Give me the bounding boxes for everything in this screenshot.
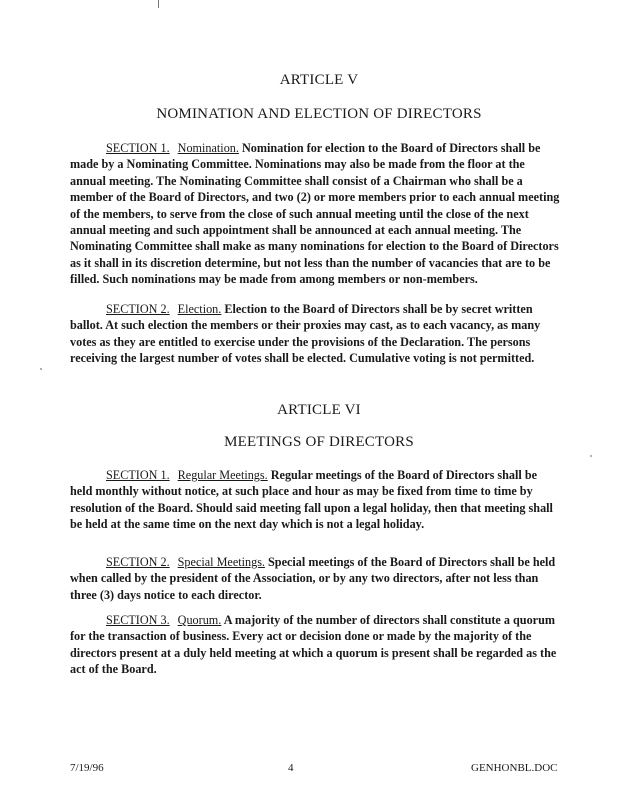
section-title: Quorum. <box>177 613 222 627</box>
section-heading <box>70 468 268 482</box>
footer-filename: GENHONBL.DOC <box>471 762 558 774</box>
section-number: SECTION 2. <box>106 555 170 569</box>
section-title: Election. <box>177 302 222 316</box>
section-heading <box>70 613 221 627</box>
section-text: A majority of the number of directors shall constitute a quorum for the transaction of business. Every act or decision done or made by the majority of the directors present at a duly held meeting at which a quorum is present shall be regarded as the act of the Board. <box>70 613 557 677</box>
section-heading <box>70 302 221 316</box>
article-5-section-2 <box>70 301 560 367</box>
section-number: SECTION 1. <box>106 141 170 155</box>
section-number: SECTION 3. <box>106 613 170 627</box>
article-6-section-1 <box>70 467 560 533</box>
article-6-section-2 <box>70 554 560 603</box>
article-5-title: ARTICLE V <box>279 72 359 88</box>
section-title: Regular Meetings. <box>177 468 268 482</box>
section-title: Special Meetings. <box>177 555 265 569</box>
scan-speck <box>590 455 592 457</box>
footer-page-number: 4 <box>288 762 294 774</box>
section-heading <box>70 555 265 569</box>
article-6-section-3 <box>70 612 560 678</box>
section-text: Nomination for election to the Board of Directors shall be made by a Nominating Committee. Nominations may also be made from the floor at the annual meeting. The Nominating Committee shall consist of a Chairman who shall be a member of the Board of Directors, and two (2) or more members prior to each annual meeting of the members, to serve from the close of such annual meeting until the close of the next annual meeting and such appointment shall be announced at each annual meeting. The Nominating Committee shall make as many nominations for election to the Board of Directors as it shall in its discretion determine, but not less than the number of vacancies that are to be filled. Such nominations may be made from among members or non-members. <box>70 141 560 287</box>
section-title: Nomination. <box>177 141 239 155</box>
article-6-title: ARTICLE VI <box>277 402 361 418</box>
section-number: SECTION 2. <box>106 302 170 316</box>
article-5-subtitle: NOMINATION AND ELECTION OF DIRECTORS <box>156 106 482 122</box>
footer-date: 7/19/96 <box>70 762 104 774</box>
section-text: Special meetings of the Board of Directors shall be held when called by the president of the Association, or by any two directors, after not less than three (3) days notice to each director. <box>70 555 556 602</box>
section-heading <box>70 141 239 155</box>
article-6-subtitle: MEETINGS OF DIRECTORS <box>224 434 414 450</box>
section-number: SECTION 1. <box>106 468 170 482</box>
section-text: Regular meetings of the Board of Directors shall be held monthly without notice, at such place and hour as may be fixed from time to time by resolution of the Board. Should said meeting fall upon a legal holiday, then that meeting shall be held at the same time on the next day which is not a legal holiday. <box>70 468 553 532</box>
section-text: Election to the Board of Directors shall be by secret written ballot. At such election the members or their proxies may cast, as to each vacancy, as many votes as they are entitled to exercise under the provisions of the Declaration. The persons receiving the largest number of votes shall be elected. Cumulative voting is not permitted. <box>70 302 541 366</box>
scan-mark <box>158 0 159 8</box>
article-5-section-1 <box>70 140 560 288</box>
scan-speck <box>40 368 42 370</box>
